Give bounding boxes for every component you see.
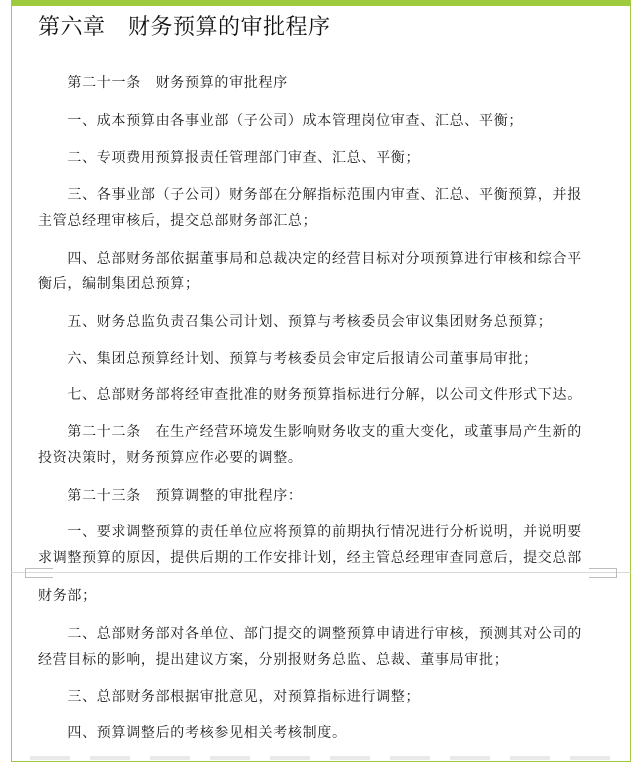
page-corner-mark-left: [25, 566, 53, 580]
paragraph-line: 求调整预算的原因，提供后期的工作安排计划，经主管总经理审查同意后，提交总部: [38, 550, 582, 566]
paragraph-line: 主管总经理审核后，提交总部财务部汇总；: [38, 213, 318, 229]
page-break-line: [11, 572, 631, 573]
paragraph-line: 一、成本预算由各事业部（子公司）成本管理岗位审查、汇总、平衡；: [38, 113, 524, 129]
paragraph-line: 二、专项费用预算报责任管理部门审查、汇总、平衡；: [38, 150, 421, 166]
article-21-heading: 第二十一条 财务预算的审批程序: [38, 75, 288, 91]
paragraph-line: 七、总部财务部将经审查批准的财务预算指标进行分解，以公司文件形式下达。: [38, 387, 582, 403]
page-break: [11, 566, 631, 580]
page-corner-mark-right: [589, 566, 617, 580]
paragraph-line: 五、财务总监负责召集公司计划、预算与考核委员会审议集团财务总预算；: [38, 314, 553, 330]
paragraph-line: 投资决策时，财务预算应作必要的调整。: [38, 450, 303, 466]
paragraph-line: 六、集团总预算经计划、预算与考核委员会审定后报请公司董事局审批；: [38, 351, 538, 367]
paragraph-line: 三、各事业部（子公司）财务部在分解指标范围内审查、汇总、平衡预算，并报: [38, 187, 582, 203]
article-22-line: 第二十二条 在生产经营环境发生影响财务收支的重大变化，或董事局产生新的: [38, 424, 582, 440]
paragraph-line: 衡后，编制集团总预算；: [38, 276, 200, 292]
paragraph-line: 经营目标的影响，提出建议方案，分别报财务总监、总裁、董事局审批；: [38, 652, 509, 668]
paragraph-line: 四、预算调整后的考核参见相关考核制度。: [38, 725, 347, 741]
paragraph-line: 四、总部财务部依据董事局和总裁决定的经营目标对分项预算进行审核和综合平: [38, 251, 582, 267]
article-23-heading: 第二十三条 预算调整的审批程序：: [38, 488, 303, 504]
paragraph-line: 财务部；: [38, 588, 97, 604]
next-line-fragment: [30, 756, 610, 760]
paragraph-line: 一、要求调整预算的责任单位应将预算的前期执行情况进行分析说明，并说明要: [38, 524, 582, 540]
paragraph-line: 二、总部财务部对各单位、部门提交的调整预算申请进行审核，预测其对公司的: [38, 626, 582, 642]
chapter-title: 第六章 财务预算的审批程序: [38, 15, 331, 40]
paragraph-line: 三、总部财务部根据审批意见，对预算指标进行调整；: [38, 689, 421, 705]
